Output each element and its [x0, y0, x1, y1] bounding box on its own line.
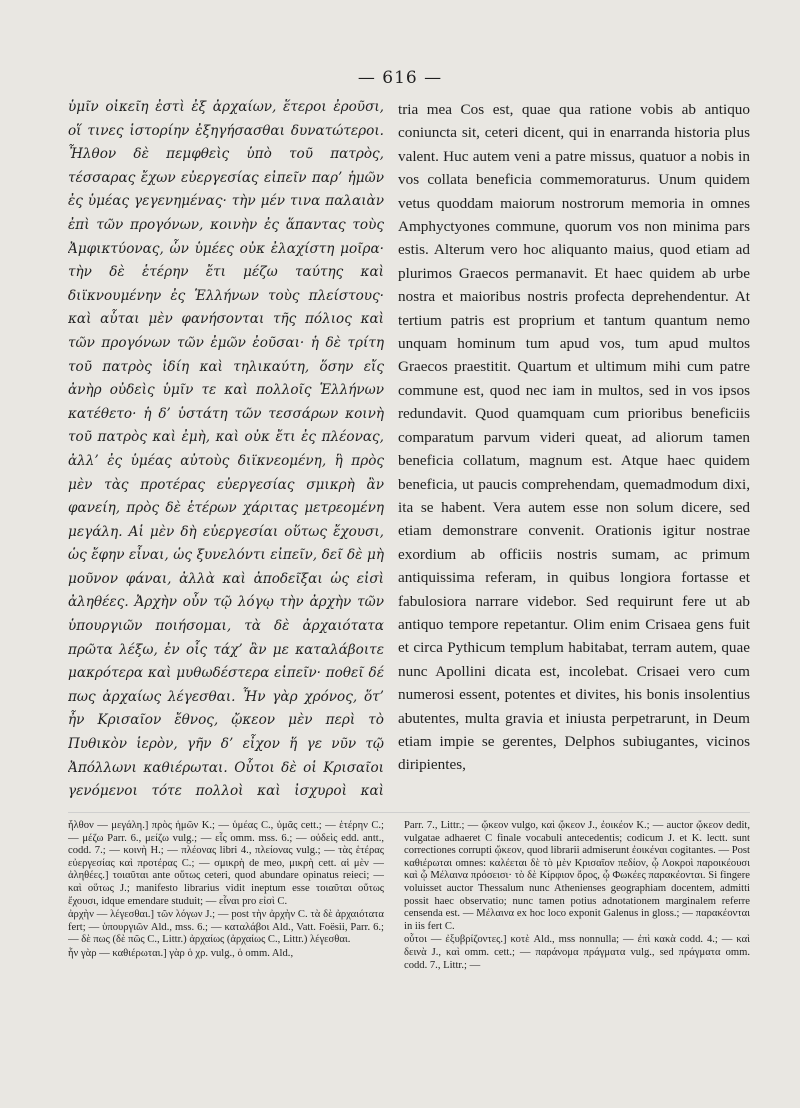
footnote: Parr. 7., Littr.; — ᾤκεον vulgo, καὶ ᾤκεον J., ἐοικέον K.; — auctor ᾤκεον dedit, vulgatae adhaeret C finale vocabuli antecedentis; codicum J. et K. lectt. sunt correctiones corrupti ᾤκεον, quod librarii admiserunt ἐοικέναι cogitantes. — Post καθιέρωται omnes: καλέεται δὲ τὸ μὲν Κρισαῖον πεδίον, ᾧ Λοκροὶ παροικέουσι καὶ ᾧ Μέλαινα πρόσεισι· τὸ δὲ Κίρφιον ὄρος, ᾧ Φωκέες παρακέονται. Si fingere voluisset auctor Thessalum nunc Athenienses geographiam docentem, admitti possit haec observatio; nunc tamen potius adnotationem marginalem referre censenda est. — Μέλαινα ex hoc loco exponit Galenus in gloss.; — παρακέονται in iis fert C.: [404, 820, 750, 932]
footnotes-left: [68, 820, 384, 1090]
footnotes-right: [404, 820, 750, 1090]
footnote: ἦν γὰρ — καθιέρωται.] γὰρ ὁ χρ. vulg., ὁ omm. Ald.,: [68, 947, 294, 959]
page-number: — 616 —: [357, 68, 443, 88]
latin-translation-column: tria mea Cos est, quae qua ratione vobis ab antiquo coniuncta sit, ceteri dicent, qui in enarranda historia plus valent. Huc autem veni a patre missus, quatuor a nobis in vos collata beneficia commemoraturus. Unum quidem vetus quoddam maiorum nostrorum memoria in omnes Amphyctyones commune, quorum vos non minima pars estis. Alterum vero hoc aliquanto maius, quod etiam ad plurimos Graecos permanavit. Et haec quidem ab urbe nostra et maioribus nostris profecta deprehendentur. At tertium patris est proprium et tantum quantum nemo unquam hominum tum apud vos, tum apud multos Graecos praestitit. Quartum et ultimum mihi cum patre commune est, quod nec iam in multos, sed in vos ipsos redundavit. Quod quamquam cum prioribus beneficiis comparatum parvum videri queat, ad aliorum tamen beneficia collatum, magnum est. Atque haec quidem beneficia, ut paucis comprehendam, quemadmodum dixi, ita se habent. Vera autem esse non solum dicere, sed etiam demonstrare convenit. Orationis igitur nostrae exordium ab officiis nostris sumam, ac primum antiquissima referam, in quibus longiora fortasse et fabulosiora narrare videbor. Sed requirunt fere ut ab antiquo tempore repetantur. Olim enim Crisaea gens fuit et circa Pythicum templum habitabat, terram autem, quae nunc Apollini dicata est, incolebat. Crisaei vero cum numerosi essent, potentes et divites, his bonis insolentius abutentes, multa gravia et iniusta perpetrarunt, in Deum etiam impie se gerentes, Delphos subiugantes, vicinos diripientes,: [398, 101, 750, 774]
footnote: οὗτοι — ἐξυβρίζοντες.] κοτὲ Ald., mss nonnulla; — ἐπὶ κακὰ codd. 4.; — καὶ δεινὰ J., καὶ omm. cett.; — παράνομα πράγματα vulg., sed πράγματα omm. codd. 7., Littr.; —: [404, 934, 750, 971]
greek-text-column: ὑμῖν οἰκεῖη ἐστὶ ἐξ ἀρχαίων, ἕτεροι ἐροῦσι, οἵ τινες ἱστορίην ἐξηγήσασθαι δυνατώτεροι. Ἦλθον δὲ πεμφθεὶς ὑπὸ τοῦ πατρὸς, τέσσαρας ἔχων εὐεργεσίας εἰπεῖν παρ’ ἡμῶν ἐς ὑμέας γεγενημένας· τὴν μέν τινα παλαιὰν ἐπὶ τῶν προγόνων, κοινὴν ἐς ἅπαντας τοὺς Ἀμφικτύονας, ὧν ὑμέες οὐκ ἐλαχίστη μοῖρα· τὴν δὲ ἑτέρην ἔτι μέζω ταύτης καὶ διϊκνουμένην ἐς Ἑλλήνων τοὺς πλείστους· καὶ αὗται μὲν φανήσονται τῆς πόλιος καὶ τῶν προγόνων τῶν ἐμῶν ἐοῦσαι· ἡ δὲ τρίτη τοῦ πατρὸς ἰδίη καὶ τηλικαύτη, ὅσην εἴς ἀνὴρ οὐδεὶς ὑμῖν τε καὶ πολλοῖς Ἑλλήνων κατέθετο· ἡ δ’ ὑστάτη τῶν τεσσάρων κοινὴ τοῦ πατρὸς καὶ ἐμὴ, καὶ οὐκ ἔτι ἐς πλέονας, ἀλλ’ ἐς ὑμέας αὐτοὺς διϊκνεομένη, ἣ πρὸς μὲν τὰς προτέρας εὐεργεσίας σμικρὴ ἂν φανείη, πρὸς δὲ ἑτέρων χάριτας μετρεομένη μεγάλη. Αἱ μὲν δὴ εὐεργεσίαι οὕτως ἔχουσι, ὡς ἔφην εἶναι, ὡς ξυνελόντι εἰπεῖν, δεῖ δὲ μὴ μοῦνον φάναι, ἀλλὰ καὶ ἀποδεῖξαι ὡς εἰσὶ ἀληθέες. Ἀρχὴν οὖν τῷ λόγῳ τὴν ἀρχὴν τῶν ὑπουργιῶν ποιήσομαι, τὰ δὲ ἀρχαιότατα πρῶτα λέξω, ἐν οἷς τάχ’ ἂν με καταλάβοιτε μακρότερα καὶ μυθωδέστερα εἰπεῖν· ποθεῖ δέ πως ἀρχαίως λέγεσθαι. Ἦν γὰρ χρόνος, ὅτ’ ἦν Κρισαῖον ἔθνος, ᾤκεον μὲν περὶ τὸ Πυθικὸν ἱερὸν, γῆν δ’ εἶχον ἥ γε νῦν τῷ Ἀπόλλωνι καθιέρωται. Οὗτοι δὲ οἱ Κρισαῖοι γενόμενοι τότε πολλοὶ καὶ ἰσχυροὶ καὶ: [68, 99, 384, 800]
footnote: ἀρχὴν — λέγεσθαι.] τῶν λόγων J.; — post τὴν ἀρχὴν C. τὰ δὲ ἀρχαιότατα fert; — ὑπουργιῶν Ald., mss. 6.; — καταλάβοι Ald., Vatt. Foësii, Parr. 6.; — δὲ πως (δὲ πῶς C., Littr.) ἀρχαίως (ἀρχαίως C., Littr.) λέγεσθαι.: [68, 909, 384, 946]
footnote: ἦλθον — μεγάλη.] πρὸς ἡμῶν K.; — ὑμέας C., ὑμᾶς cett.; — ἑτέρην C.; — μέζω Parr. 6., μείζω vulg.; — εἷς omm. mss. 6.; — οὐδεὶς edd. antt., codd. 7.; — κοινὴ H.; — πλέονας libri 4., πλείονας vulg.; — τὰς ἑτέρας εὐεργεσίας καὶ προτέρας C.; — σμικρὴ de meo, μικρὴ cett. αἱ μὲν — ἀληθέες.] τοιαῦται ante οὕτως ceteri, quod abundare opinatus reieci; — καὶ οὕτως J.; manifesto librarius vidit ineptum esse τοιαῦται οὕτως ἔχουσι, idque emendare studuit; — εἶναι pro εἰσὶ C.: [68, 820, 384, 907]
footnote-divider: [68, 812, 750, 813]
